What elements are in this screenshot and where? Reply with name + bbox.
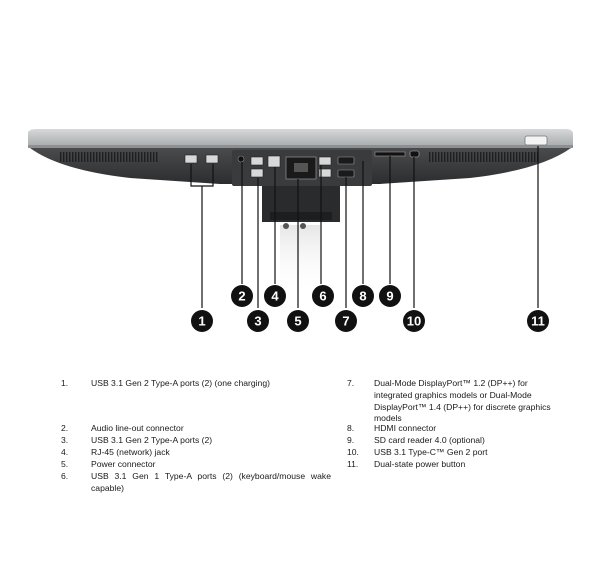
callout-11 [527,310,549,332]
audio-jack [238,156,244,162]
callout-1 [191,310,213,332]
svg-text:10: 10 [406,313,422,329]
usb-a-port [251,169,263,177]
svg-text:3: 3 [254,313,262,329]
left-vent [60,152,158,162]
legend-number: 6. [61,471,69,481]
legend-number: 5. [61,459,69,469]
device-top [28,129,573,148]
callout-8 [352,285,374,307]
legend-number: 10. [347,447,359,457]
legend-text: USB 3.1 Gen 2 Type-A ports (2) [91,435,213,445]
stand-neck [280,225,320,295]
usb-c-port [410,151,419,157]
callout-10 [403,310,425,332]
power-button[interactable] [525,136,547,145]
callout-9 [379,285,401,307]
legend-number: 2. [61,423,69,433]
legend-text: Power connector [91,459,156,469]
legend-number: 1. [61,378,69,388]
callout-2 [231,285,253,307]
legend-text: RJ-45 (network) jack [91,447,170,457]
legend-number: 4. [61,447,69,457]
callout-5 [287,310,309,332]
usb-a-port [185,155,197,163]
sd-card-slot [375,152,405,156]
right-vent [428,152,540,162]
svg-text:8: 8 [359,288,367,304]
legend-text: USB 3.1 Type-C™ Gen 2 port [374,447,488,457]
callout-3 [247,310,269,332]
usb-a-port [319,157,331,165]
callout-4 [264,285,286,307]
legend-text: USB 3.1 Gen 1 Type-A ports (2) (keyboard/mouse wake capable) [91,471,331,493]
usb-a-port [206,155,218,163]
legend-number: 11. [347,459,359,469]
rj45-port [268,156,280,167]
svg-text:5: 5 [294,313,302,329]
svg-text:6: 6 [319,288,327,304]
callout-7 [335,310,357,332]
svg-text:2: 2 [238,288,246,304]
displayport-port [338,170,354,177]
legend-number: 3. [61,435,69,445]
legend-text: Audio line-out connector [91,423,184,433]
svg-text:11: 11 [531,313,545,329]
stand-bracket [262,185,340,229]
svg-text:7: 7 [342,313,350,329]
legend-text: HDMI connector [374,423,437,433]
hdmi-port [338,157,354,164]
callout-6 [312,285,334,307]
svg-text:4: 4 [271,288,279,304]
usb-a-port [251,157,263,165]
legend-number: 7. [347,378,355,388]
svg-text:1: 1 [198,313,206,329]
svg-text:9: 9 [386,288,394,304]
legend-number: 9. [347,435,355,445]
legend-text: Dual-Mode DisplayPort™ 1.2 (DP++) for integrated graphics models or Dual-Mode DisplayPort™ 1.4 (DP++) for discrete graphics models [374,378,551,424]
legend-text: Dual-state power button [374,459,466,469]
legend-text: USB 3.1 Gen 2 Type-A ports (2) (one charging) [91,378,270,388]
legend-number: 8. [347,423,355,433]
legend-text: SD card reader 4.0 (optional) [374,435,485,445]
